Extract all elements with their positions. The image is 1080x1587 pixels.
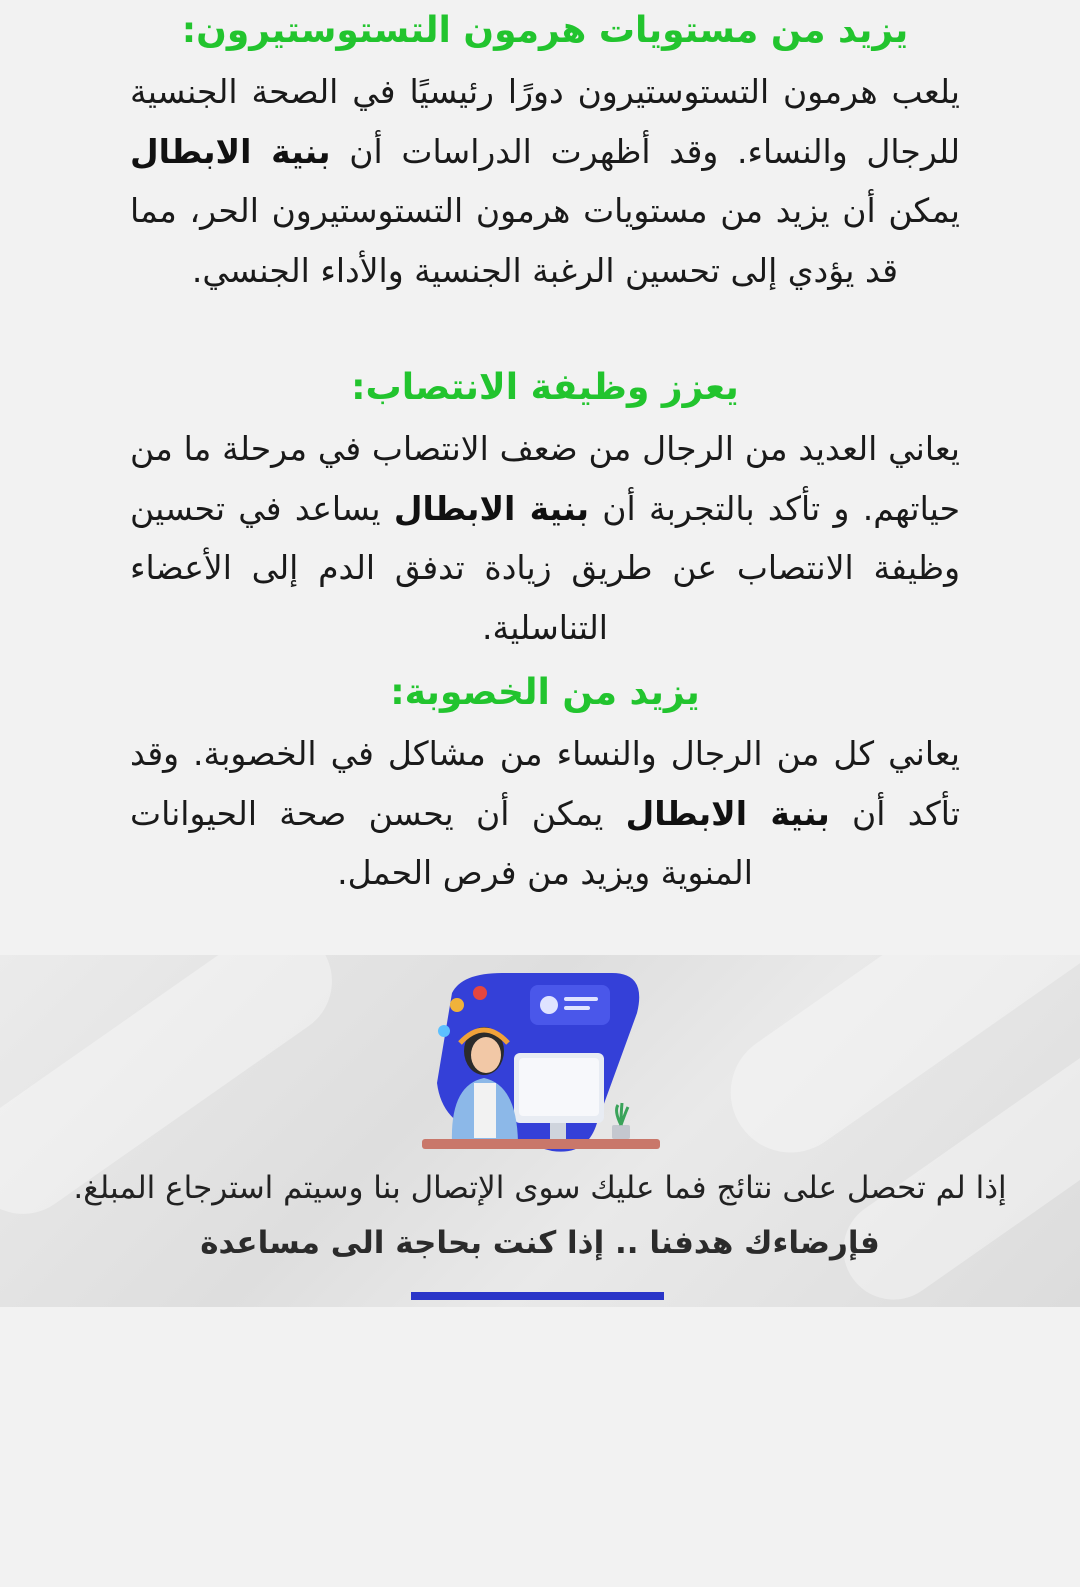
customer-support-agent-icon <box>422 973 660 1156</box>
paragraph-text: يعاني كل من الرجال والنساء من مشاكل في الخصوبة. وقد تأكد أن <box>130 734 961 833</box>
paragraph-text: يمكن أن يزيد من مستويات هرمون التستوستيرون الحر، مما قد يؤدي إلى تحسين الرغبة الجنسية والأداء الجنسي. <box>130 191 960 290</box>
paragraph-text: يعاني العديد من الرجال من ضعف الانتصاب في مرحلة ما من حياتهم. و تأكد بالتجربة أن <box>130 429 960 528</box>
section-paragraph <box>130 62 960 300</box>
accent-underline <box>411 1292 664 1300</box>
section-paragraph <box>130 724 960 903</box>
section-paragraph <box>130 419 960 657</box>
refund-message: إذا لم تحصل على نتائج فما عليك سوى الإتصال بنا وسيتم استرجاع المبلغ. <box>73 1170 1007 1206</box>
brand-name: بنية الابطال <box>130 131 331 171</box>
section-fertility <box>130 662 960 903</box>
paragraph-text: يساعد في تحسين وظيفة الانتصاب عن طريق زيادة تدفق الدم إلى الأعضاء التناسلية. <box>130 488 960 647</box>
section-heading: يعزز وظيفة الانتصاب: <box>351 367 739 408</box>
support-banner <box>0 955 1080 1307</box>
section-erection <box>130 357 960 657</box>
brand-name: بنية الابطال <box>625 793 830 833</box>
section-testosterone <box>130 0 960 300</box>
section-heading: يزيد من الخصوبة: <box>390 672 700 713</box>
brand-name: بنية الابطال <box>393 488 589 528</box>
section-heading: يزيد من مستويات هرمون التستوستيرون: <box>181 10 909 51</box>
paragraph-text: يمكن أن يحسن صحة الحيوانات المنوية ويزيد من فرص الحمل. <box>130 793 753 892</box>
support-tagline: فإرضاءك هدفنا .. إذا كنت بحاجة الى مساعدة <box>200 1225 880 1261</box>
paragraph-text: يلعب هرمون التستوستيرون دورًا رئيسيًا في الصحة الجنسية للرجال والنساء. وقد أظهرت الدراسات أن <box>130 72 961 171</box>
